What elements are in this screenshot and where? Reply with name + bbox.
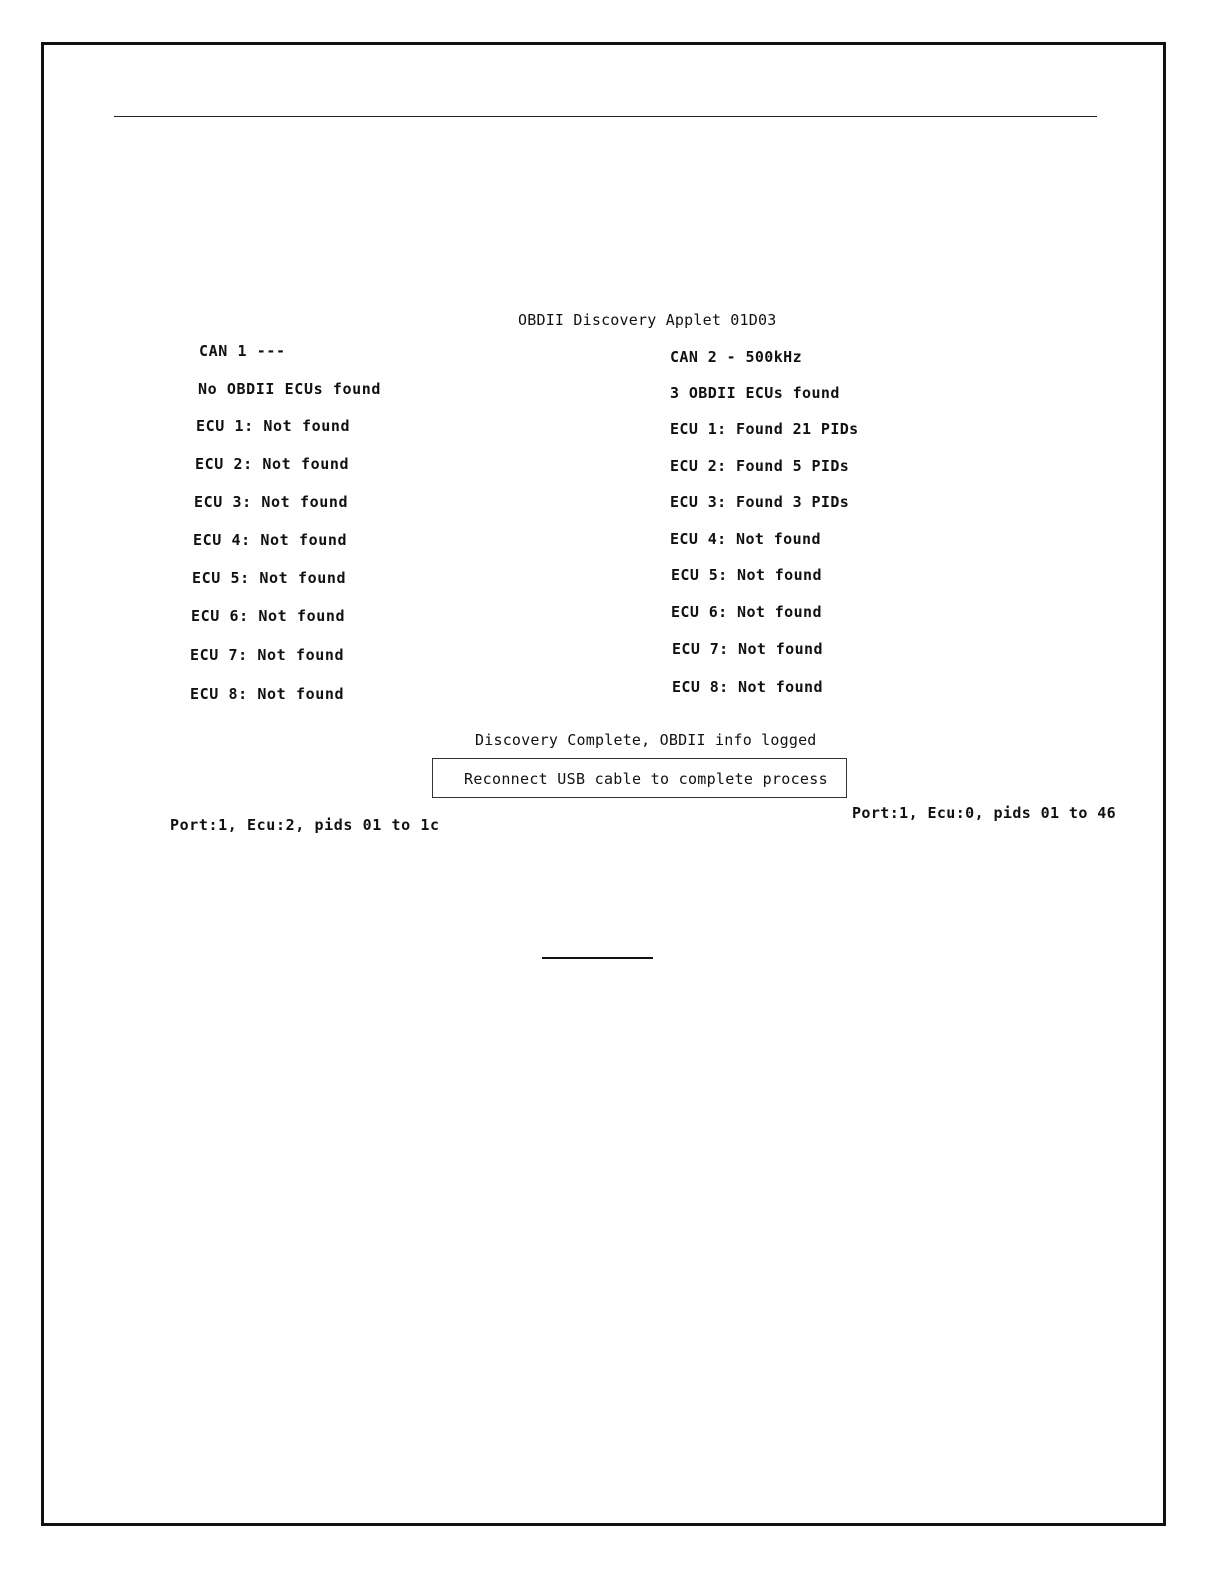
can1-ecu-4: ECU 4: Not found xyxy=(193,531,348,549)
can2-ecu-6: ECU 6: Not found xyxy=(671,603,822,621)
status-message: Discovery Complete, OBDII info logged xyxy=(475,731,817,749)
signature-line xyxy=(542,957,653,959)
can1-ecu-3: ECU 3: Not found xyxy=(194,493,349,511)
can1-header: CAN 1 --- xyxy=(199,342,286,360)
can1-ecu-2: ECU 2: Not found xyxy=(195,455,350,473)
can2-ecu-1: ECU 1: Found 21 PIDs xyxy=(670,420,859,438)
can1-ecu-1: ECU 1: Not found xyxy=(196,417,351,435)
reconnect-prompt-text: Reconnect USB cable to complete process xyxy=(464,770,828,788)
can1-ecu-5: ECU 5: Not found xyxy=(192,569,347,587)
can1-ecu-6: ECU 6: Not found xyxy=(191,607,346,625)
can2-ecu-8: ECU 8: Not found xyxy=(672,678,823,696)
can2-ecu-7: ECU 7: Not found xyxy=(672,640,823,658)
can2-ecu-5: ECU 5: Not found xyxy=(671,566,822,584)
can2-summary: 3 OBDII ECUs found xyxy=(670,384,840,402)
can2-ecu-2: ECU 2: Found 5 PIDs xyxy=(670,457,850,475)
can1-ecu-7: ECU 7: Not found xyxy=(190,646,345,664)
top-divider xyxy=(114,116,1097,117)
can1-summary: No OBDII ECUs found xyxy=(198,380,381,398)
can2-port-info: Port:1, Ecu:0, pids 01 to 46 xyxy=(852,804,1117,822)
applet-title: OBDII Discovery Applet 01D03 xyxy=(518,311,777,329)
can1-ecu-8: ECU 8: Not found xyxy=(190,685,345,703)
can2-ecu-3: ECU 3: Found 3 PIDs xyxy=(670,493,850,511)
can2-header: CAN 2 - 500kHz xyxy=(670,348,803,366)
can1-port-info: Port:1, Ecu:2, pids 01 to 1c xyxy=(170,816,440,834)
can2-ecu-4: ECU 4: Not found xyxy=(670,530,821,548)
reconnect-prompt-box xyxy=(432,758,847,798)
